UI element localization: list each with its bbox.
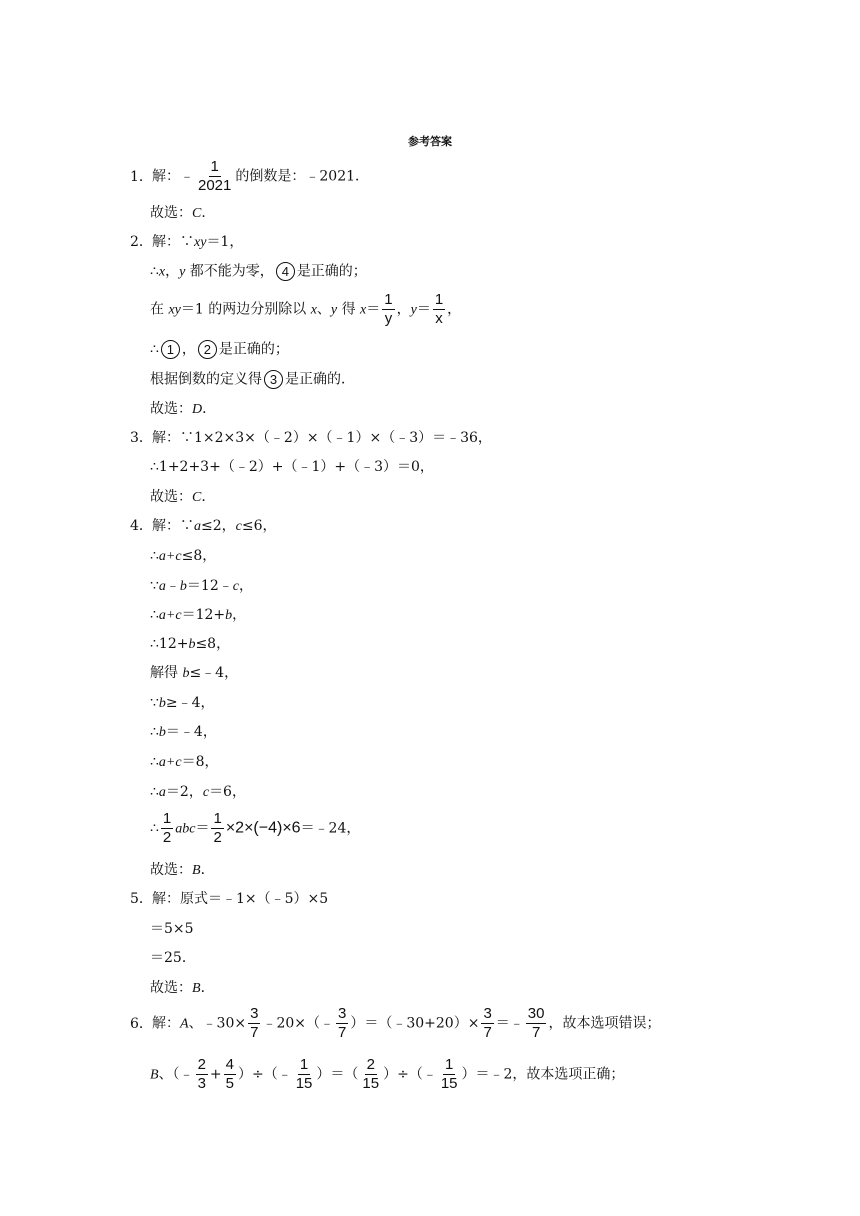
q4-line-4 (150, 606, 246, 625)
circled-number: 1 (161, 340, 180, 359)
variable: a+c (158, 755, 182, 770)
text: 、﹣30× (188, 1015, 247, 1032)
text: 、（﹣ (158, 1066, 194, 1083)
fraction-denominator: 5 (225, 1075, 234, 1092)
text: ∴ (150, 263, 159, 280)
q4-line-7 (150, 694, 215, 713)
q5-number: 5． (130, 891, 153, 907)
variable: y (410, 302, 417, 318)
fraction (211, 810, 223, 847)
q3-line-1 (130, 429, 492, 447)
fraction-denominator: y (384, 310, 393, 327)
text: ≥﹣4， (165, 695, 215, 711)
text: 是正确的； (296, 263, 367, 280)
text: ≤﹣4， (189, 665, 239, 681)
answer-choice: C (192, 490, 202, 505)
fraction-numerator: 2 (366, 1056, 375, 1073)
text: ， (238, 578, 253, 594)
text: ﹣ (165, 578, 180, 594)
answer-choice: B (192, 981, 201, 996)
text: ＝6， (209, 784, 246, 800)
answer-prefix: 故选： (150, 980, 192, 996)
variable: a (158, 785, 166, 800)
fraction-denominator: 15 (295, 1075, 313, 1092)
text: ）÷（﹣ (237, 1066, 292, 1083)
text: ＝12﹣ (186, 578, 233, 594)
variable: b (188, 637, 196, 652)
text: 解：∵1×2×3×（﹣2）×（﹣1）×（﹣3）＝﹣36， (152, 430, 492, 446)
fraction-numerator: 1 (445, 1056, 454, 1073)
text: ∴ (150, 754, 159, 770)
circled-number: 4 (276, 262, 295, 281)
fraction-denominator: 2 (162, 829, 172, 846)
answer-suffix: ． (200, 862, 215, 878)
variable: c (235, 519, 242, 534)
variable: b (182, 666, 190, 681)
q1-answer (150, 204, 215, 223)
q4-line-2 (150, 547, 216, 566)
fraction-denominator: 2021 (198, 177, 232, 194)
answer-prefix: 故选： (150, 862, 192, 878)
circled-number: 2 (198, 340, 217, 359)
q5-line-1 (130, 890, 328, 908)
text: ∴ (150, 341, 159, 358)
text: ∴ (150, 607, 159, 623)
fraction-numerator: 1 (299, 1056, 309, 1073)
text: 根据倒数的定义得 (150, 371, 262, 388)
fraction-numerator: 3 (250, 1005, 259, 1022)
text: ， (232, 607, 247, 623)
fraction-denominator: 7 (531, 1024, 541, 1041)
answer-suffix: ． (200, 980, 215, 996)
expression: ×2×(−4)×6 (225, 819, 301, 837)
fraction (433, 291, 445, 328)
text: ，故本选项错误； (548, 1015, 661, 1032)
variable: y (179, 264, 186, 280)
answer-suffix: ． (201, 205, 216, 221)
variable: a (158, 579, 166, 594)
variable: xy (194, 235, 207, 250)
q6-line-1 (130, 1005, 660, 1042)
q4-line-3 (150, 577, 253, 596)
text: ﹣20×（﹣ (262, 1015, 334, 1032)
q2-line-2 (150, 262, 367, 282)
q4-line-10 (150, 783, 246, 802)
answer-prefix: 故选： (150, 489, 192, 505)
variable: a+c (158, 608, 182, 623)
text: ∴ (150, 820, 159, 837)
variable: b (179, 579, 187, 594)
text: ∴ (150, 548, 159, 564)
fraction-denominator: 15 (440, 1075, 458, 1092)
text: ≤6， (241, 518, 277, 534)
q5-answer (150, 979, 215, 998)
fraction (439, 1056, 460, 1093)
variable: c (232, 579, 239, 594)
option-label: A (180, 1016, 189, 1032)
q3-line-2: ∴1+2+3+（﹣2）+（﹣1）+（﹣3）＝0， (150, 459, 434, 475)
variable: a+c (158, 549, 182, 564)
text: ＝1 的两边分别除以 (180, 301, 311, 318)
text: 解：原式＝﹣1×（﹣5）×5 (152, 891, 329, 907)
variable: xy (168, 302, 181, 318)
q1-tail: 的倒数是：﹣2021． (235, 168, 370, 185)
variable: y (330, 302, 338, 318)
text: ＝﹣4， (165, 724, 217, 740)
page-title: 参考答案 (408, 135, 452, 148)
text: ＝ (195, 820, 210, 837)
q2-line-3 (150, 291, 461, 328)
text: 解：∵ (152, 518, 194, 534)
q3-answer (150, 488, 215, 507)
text: ≤8， (195, 636, 231, 652)
q4-answer (150, 861, 215, 880)
q1-line-1 (130, 158, 369, 195)
fraction (336, 1005, 348, 1042)
text: ＝1， (206, 234, 244, 250)
variable: abc (175, 821, 196, 837)
text: 得 (337, 301, 361, 318)
fraction (294, 1056, 315, 1093)
option-label: B (150, 1067, 159, 1083)
fraction-numerator: 2 (197, 1056, 206, 1073)
q4-line-1 (130, 517, 277, 536)
text: ， (396, 301, 411, 318)
fraction-denominator: 7 (338, 1024, 347, 1041)
q2-line-4 (150, 340, 289, 359)
fraction (481, 1005, 493, 1042)
text: ＝﹣ (495, 1015, 524, 1032)
text: ＝2， (165, 784, 203, 800)
fraction-numerator: 1 (210, 158, 219, 175)
text: 解得 (150, 665, 183, 681)
fraction-denominator: x (435, 310, 443, 327)
text: ∴12+ (150, 636, 189, 652)
q5-line-3: ＝25． (150, 950, 196, 966)
q4-line-8 (150, 723, 217, 742)
text: 解： (152, 1015, 180, 1032)
variable: x (310, 302, 317, 318)
fraction-numerator: 3 (338, 1005, 347, 1022)
q2-number: 2． (130, 234, 153, 250)
answer-prefix: 故选： (150, 401, 192, 417)
text: ＝﹣24， (300, 820, 361, 837)
variable: c (202, 785, 210, 800)
text: ＝ (416, 301, 431, 318)
q4-number: 4． (130, 518, 153, 534)
answer-suffix: ． (201, 489, 216, 505)
text: ）＝（ (316, 1066, 359, 1083)
fraction-numerator: 4 (225, 1056, 234, 1073)
text: ＝8， (181, 754, 219, 770)
q4-line-6 (150, 664, 238, 683)
answer-suffix: ． (202, 401, 217, 417)
circled-number: 3 (264, 370, 283, 389)
fraction (161, 810, 173, 847)
text: ）＝﹣2，故本选项正确； (461, 1066, 625, 1083)
text: ）÷（﹣ (383, 1066, 437, 1083)
text: ≤8， (181, 548, 217, 564)
fraction (196, 1056, 208, 1093)
q1-lead: 解：﹣ (152, 168, 194, 185)
q2-line-1 (130, 233, 243, 252)
text: 在 (150, 301, 169, 318)
fraction-numerator: 1 (213, 810, 222, 827)
fraction-denominator: 7 (250, 1024, 259, 1041)
fraction-numerator: 3 (483, 1005, 492, 1022)
fraction-numerator: 1 (384, 291, 393, 308)
q1-number: 1． (130, 168, 153, 185)
fraction-denominator: 7 (483, 1024, 492, 1041)
fraction (248, 1005, 260, 1042)
fraction-denominator: 3 (197, 1075, 206, 1092)
variable: x (158, 264, 166, 280)
variable: b (158, 725, 166, 740)
q6-line-2 (150, 1056, 624, 1093)
text: ， (447, 301, 462, 318)
fraction (360, 1056, 381, 1093)
variable: b (225, 608, 233, 623)
q2-line-5 (150, 370, 355, 389)
answer-choice: B (192, 863, 201, 878)
fraction (224, 1056, 236, 1093)
text: 都不能为零， (185, 263, 274, 280)
text: ≤2， (201, 518, 236, 534)
text: 是正确的； (218, 341, 289, 358)
q2-answer (150, 400, 216, 419)
fraction-numerator: 1 (434, 291, 444, 308)
q6-number: 6． (130, 1015, 153, 1032)
text: ＝12+ (181, 607, 226, 623)
q5-line-2: ＝5×5 (150, 921, 194, 937)
q1-fraction (196, 158, 233, 195)
text: ， (181, 341, 196, 358)
text: 、 (316, 301, 331, 318)
text: ∵ (150, 695, 159, 711)
answer-prefix: 故选： (150, 205, 192, 221)
text: ∴ (150, 784, 159, 800)
text: ∴ (150, 724, 159, 740)
q4-line-11 (150, 810, 360, 847)
fraction-numerator: 30 (527, 1005, 545, 1022)
text: ）＝（﹣30+20）× (350, 1015, 480, 1032)
text: 解：∵ (152, 234, 194, 250)
q4-line-9 (150, 753, 219, 772)
answer-choice: C (192, 206, 202, 221)
text: ∵ (150, 578, 159, 594)
answer-choice: D (192, 402, 203, 417)
q3-number: 3． (130, 430, 153, 446)
variable: a (194, 519, 201, 534)
q4-line-5 (150, 635, 230, 654)
fraction-denominator: 2 (213, 829, 222, 846)
fraction-denominator: 15 (362, 1075, 380, 1092)
text: ， (165, 263, 180, 280)
variable: x (360, 302, 367, 318)
fraction-numerator: 1 (162, 810, 172, 827)
fraction (382, 291, 394, 328)
text: ＝ (366, 301, 381, 318)
text: 是正确的． (285, 371, 355, 388)
text: + (209, 1066, 222, 1083)
fraction (526, 1005, 547, 1042)
variable: b (158, 696, 166, 711)
